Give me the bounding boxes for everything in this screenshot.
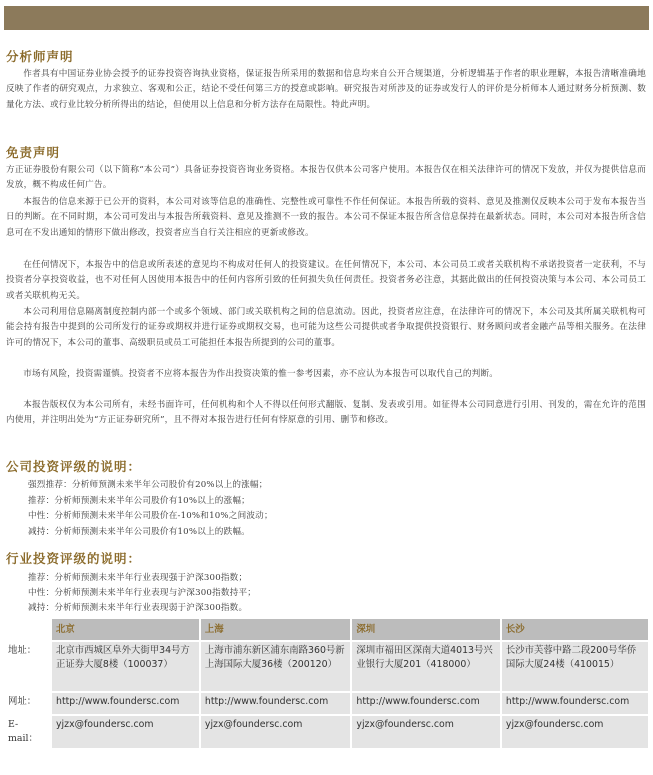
address-shenzhen: 深圳市福田区深南大道4013号兴业银行大厦201（418000） — [352, 642, 500, 691]
industry-rating-item: 推荐：分析师预测未来半年行业表现强于沪深300指数； — [28, 573, 248, 583]
address-changsha: 长沙市芙蓉中路二段200号华侨国际大厦24楼（410015） — [502, 642, 648, 691]
city-beijing: 北京 — [52, 619, 199, 640]
email-link[interactable]: yjzx@foundersc.com — [352, 716, 500, 748]
analyst-statement-title: 分析师声明 — [6, 49, 74, 64]
contact-table — [2, 617, 650, 750]
city-shanghai: 上海 — [201, 619, 351, 640]
web-link[interactable]: http://www.foundersc.com — [52, 693, 199, 714]
web-link[interactable]: http://www.foundersc.com — [352, 693, 500, 714]
disclaimer-paragraph: 本报告的信息来源于已公开的资料，本公司对该等信息的准确性、完整性或可靠性不作任何保证。本报告所载的资料、意见及推测仅反映本公司于发布本报告当日的判断。在不同时期，本公司可发出与本报告所载资料、意见及推测不一致的报告。本公司不保证本报告所含信息保持在最新状态。同时，本公司对本报告所含信息可在不发出通知的情形下做出修改，投资者应当自行关注相应的更新或修改。 — [6, 197, 646, 238]
address-shanghai: 上海市浦东新区浦东南路360号新上海国际大厦36楼（200120） — [201, 642, 351, 691]
city-changsha: 长沙 — [502, 619, 648, 640]
industry-rating-item: 减持：分析师预测未来半年行业表现弱于沪深300指数。 — [28, 603, 248, 613]
disclaimer-title: 免责声明 — [6, 145, 61, 160]
contact-web-row — [4, 693, 648, 714]
address-label: 地址： — [8, 645, 37, 656]
disclaimer-paragraph: 方正证券股份有限公司（以下简称“本公司”）具备证券投资咨询业务资格。本报告仅供本公司客户使用。本报告仅在相关法律许可的情况下发放，并仅为提供信息而发放，概不构成任何广告。 — [6, 165, 646, 191]
email-label: E-mail： — [8, 719, 38, 744]
disclaimer-paragraph: 市场有风险，投资需谨慎。投资者不应将本报告为作出投资决策的惟一参考因素，亦不应认为本报告可以取代自己的判断。 — [23, 369, 499, 379]
city-shenzhen: 深圳 — [352, 619, 500, 640]
disclaimer-paragraph: 本公司利用信息隔离制度控制内部一个或多个领域、部门或关联机构之间的信息流动。因此，投资者应注意，在法律许可的情况下，本公司及其所属关联机构可能会持有报告中提到的公司所发行的证券或期权并进行证券或期权交易，也可能为这些公司提供或者争取提供投资银行、财务顾问或者金融产品等相关服务。在法律许可的情况下，本公司的董事、高级职员或员工可能担任本报告所提到的公司的董事。 — [6, 307, 646, 348]
contact-email-row — [4, 716, 648, 748]
address-beijing: 北京市西城区阜外大街甲34号方正证券大厦8楼（100037） — [52, 642, 199, 691]
email-link[interactable]: yjzx@foundersc.com — [502, 716, 648, 748]
company-rating-item: 中性：分析师预测未来半年公司股价在-10%和10%之间波动； — [28, 511, 273, 521]
industry-rating-item: 中性：分析师预测未来半年行业表现与沪深300指数持平； — [28, 588, 257, 598]
industry-rating-title: 行业投资评级的说明： — [6, 551, 142, 566]
company-rating-title: 公司投资评级的说明： — [6, 459, 142, 474]
disclaimer-paragraph: 在任何情况下，本报告中的信息或所表述的意见均不构成对任何人的投资建议。在任何情况下，本公司、本公司员工或者关联机构不承诺投资者一定获利，不与投资者分享投资收益，也不对任何人因使用本报告中的任何内容所引致的任何损失负任何责任。投资者务必注意，其据此做出的任何投资决策与本公司、本公司员工或者关联机构无关。 — [6, 260, 646, 301]
web-link[interactable]: http://www.foundersc.com — [201, 693, 351, 714]
company-rating-item: 推荐：分析师预测未来半年公司股价有10%以上的涨幅； — [28, 496, 250, 506]
contact-city-row — [4, 619, 648, 640]
disclaimer-paragraph: 本报告版权仅为本公司所有，未经书面许可，任何机构和个人不得以任何形式翻版、复制、发表或引用。如征得本公司同意进行引用、刊发的，需在允许的范围内使用，并注明出处为“方正证券研究所”，且不得对本报告进行任何有悖原意的引用、删节和修改。 — [6, 400, 646, 426]
contact-address-row — [4, 642, 648, 691]
company-rating-item: 强烈推荐：分析师预测未来半年公司股价有20%以上的涨幅； — [28, 480, 268, 490]
company-rating-item: 减持：分析师预测未来半年公司股价有10%以上的跌幅。 — [28, 527, 250, 537]
analyst-statement-text: 作者具有中国证券业协会授予的证券投资咨询执业资格，保证报告所采用的数据和信息均来自公开合规渠道，分析逻辑基于作者的职业理解，本报告清晰准确地反映了作者的研究观点，力求独立、客观和公正，结论不受任何第三方的授意或影响。研究报告对所涉及的证券或发行人的评价是分析师本人通过财务分析预测、数量化方法、或行业比较分析所得出的结论，但使用以上信息和分析方法存在局限性。特此声明。 — [6, 69, 646, 110]
email-link[interactable]: yjzx@foundersc.com — [201, 716, 351, 748]
web-label: 网址： — [8, 696, 37, 707]
header-bar — [4, 6, 649, 30]
email-link[interactable]: yjzx@foundersc.com — [52, 716, 199, 748]
web-link[interactable]: http://www.foundersc.com — [502, 693, 648, 714]
